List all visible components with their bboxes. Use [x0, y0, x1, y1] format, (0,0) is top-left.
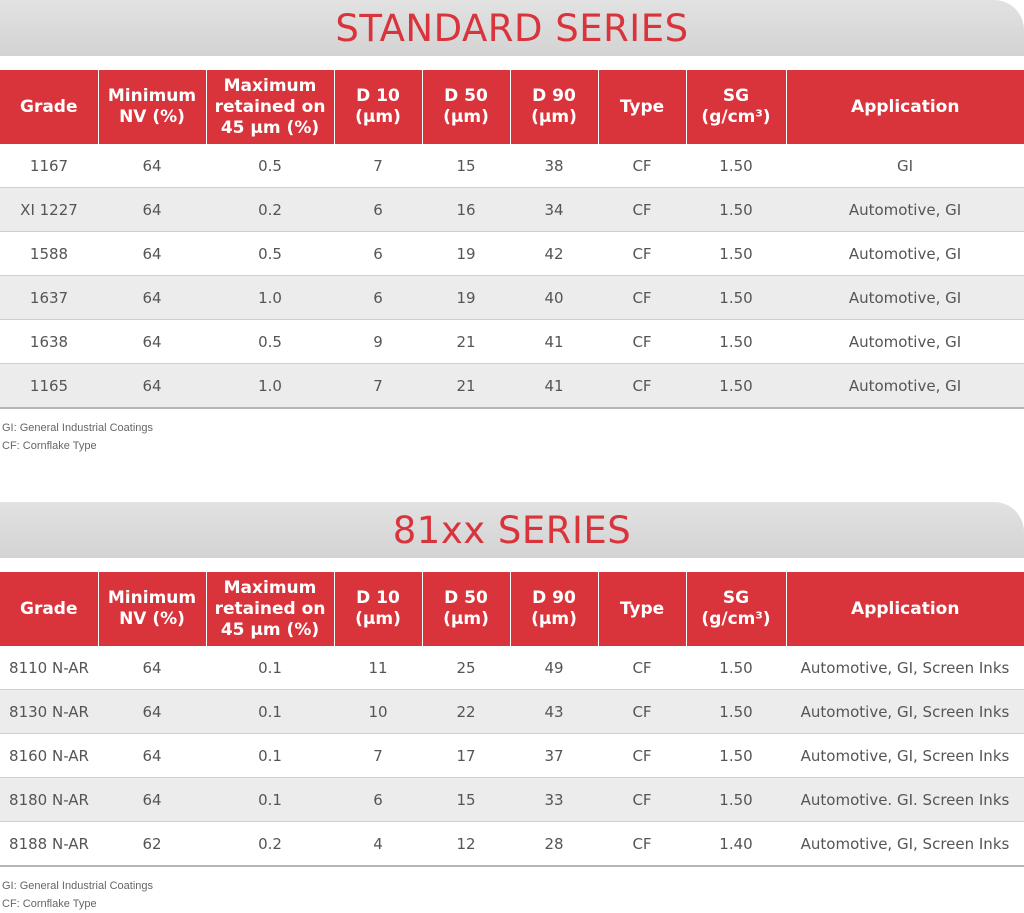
table-cell: CF [598, 822, 686, 867]
table-cell: Automotive, GI [786, 276, 1024, 320]
table-cell: 0.1 [206, 646, 334, 690]
table-cell: 19 [422, 232, 510, 276]
81xx-series-table [0, 572, 1024, 867]
column-header: Maximum retained on 45 µm (%) [206, 70, 334, 144]
table-cell: Automotive. GI. Screen Inks [786, 778, 1024, 822]
table-cell: 43 [510, 690, 598, 734]
table-cell: CF [598, 276, 686, 320]
table-row [0, 364, 1024, 409]
table-cell: 6 [334, 778, 422, 822]
column-header: D 10 (µm) [334, 70, 422, 144]
table-cell: 8180 N-AR [0, 778, 98, 822]
column-header: Minimum NV (%) [98, 572, 206, 646]
table-cell: 19 [422, 276, 510, 320]
table-cell: 0.2 [206, 822, 334, 867]
table-cell: 8160 N-AR [0, 734, 98, 778]
table-cell: Automotive, GI, Screen Inks [786, 646, 1024, 690]
table-cell: 33 [510, 778, 598, 822]
table-cell: 1.40 [686, 822, 786, 867]
table-row [0, 320, 1024, 364]
table-row [0, 144, 1024, 188]
table-cell: 0.1 [206, 690, 334, 734]
footnotes [0, 877, 1024, 913]
standard-series-section [0, 0, 1024, 455]
column-header: D 90 (µm) [510, 572, 598, 646]
table-cell: 7 [334, 364, 422, 409]
table-cell: 64 [98, 734, 206, 778]
table-cell: 1167 [0, 144, 98, 188]
column-header: D 50 (µm) [422, 70, 510, 144]
table-wrapper [0, 572, 1024, 867]
column-header: Type [598, 70, 686, 144]
table-cell: 6 [334, 188, 422, 232]
table-row [0, 734, 1024, 778]
table-cell: CF [598, 778, 686, 822]
column-header: D 90 (µm) [510, 70, 598, 144]
table-row [0, 276, 1024, 320]
column-header: D 10 (µm) [334, 572, 422, 646]
table-row [0, 232, 1024, 276]
table-cell: 28 [510, 822, 598, 867]
column-header: Type [598, 572, 686, 646]
table-cell: 0.2 [206, 188, 334, 232]
table-cell: 64 [98, 778, 206, 822]
table-cell: 1.50 [686, 276, 786, 320]
section-title: STANDARD SERIES [335, 6, 689, 50]
table-cell: 1.50 [686, 320, 786, 364]
81xx-series-section [0, 502, 1024, 913]
table-cell: Automotive, GI, Screen Inks [786, 822, 1024, 867]
column-header: Maximum retained on 45 µm (%) [206, 572, 334, 646]
table-cell: 7 [334, 144, 422, 188]
table-cell: 17 [422, 734, 510, 778]
table-wrapper [0, 70, 1024, 409]
table-cell: 8188 N-AR [0, 822, 98, 867]
table-cell: 6 [334, 276, 422, 320]
table-cell: 38 [510, 144, 598, 188]
table-cell: 8110 N-AR [0, 646, 98, 690]
table-cell: 64 [98, 646, 206, 690]
column-header: Application [786, 572, 1024, 646]
footnote-cf: CF: Cornflake Type [2, 898, 97, 910]
table-cell: 1.0 [206, 364, 334, 409]
column-header: Grade [0, 70, 98, 144]
table-cell: 0.5 [206, 320, 334, 364]
footnotes [0, 419, 1024, 455]
table-cell: 4 [334, 822, 422, 867]
table-cell: 64 [98, 364, 206, 409]
table-cell: Automotive, GI [786, 232, 1024, 276]
column-header: D 50 (µm) [422, 572, 510, 646]
table-cell: Automotive, GI [786, 188, 1024, 232]
table-cell: 64 [98, 188, 206, 232]
table-cell: 62 [98, 822, 206, 867]
table-cell: 49 [510, 646, 598, 690]
table-cell: 1637 [0, 276, 98, 320]
table-cell: 64 [98, 144, 206, 188]
table-cell: 9 [334, 320, 422, 364]
table-cell: CF [598, 364, 686, 409]
table-cell: 22 [422, 690, 510, 734]
table-cell: CF [598, 690, 686, 734]
table-cell: 7 [334, 734, 422, 778]
table-cell: XI 1227 [0, 188, 98, 232]
table-cell: 34 [510, 188, 598, 232]
column-header: Application [786, 70, 1024, 144]
table-cell: 1165 [0, 364, 98, 409]
table-cell: CF [598, 646, 686, 690]
table-cell: GI [786, 144, 1024, 188]
table-cell: 1.50 [686, 734, 786, 778]
table-cell: 11 [334, 646, 422, 690]
table-cell: Automotive, GI [786, 320, 1024, 364]
footnote-cf: CF: Cornflake Type [2, 440, 97, 452]
table-cell: 25 [422, 646, 510, 690]
table-row [0, 188, 1024, 232]
table-cell: 15 [422, 144, 510, 188]
table-cell: 1.50 [686, 778, 786, 822]
table-cell: 64 [98, 320, 206, 364]
table-cell: 42 [510, 232, 598, 276]
table-cell: CF [598, 188, 686, 232]
table-row [0, 646, 1024, 690]
table-cell: 1638 [0, 320, 98, 364]
header-row [0, 70, 1024, 144]
table-cell: 10 [334, 690, 422, 734]
table-cell: 0.5 [206, 232, 334, 276]
table-cell: 15 [422, 778, 510, 822]
column-header: Minimum NV (%) [98, 70, 206, 144]
table-cell: Automotive, GI, Screen Inks [786, 690, 1024, 734]
table-cell: 1.50 [686, 232, 786, 276]
table-row [0, 690, 1024, 734]
table-cell: 21 [422, 364, 510, 409]
table-cell: 1.50 [686, 690, 786, 734]
table-cell: CF [598, 320, 686, 364]
footnote-gi: GI: General Industrial Coatings [2, 422, 154, 434]
table-cell: 0.1 [206, 734, 334, 778]
table-cell: 8130 N-AR [0, 690, 98, 734]
table-cell: 37 [510, 734, 598, 778]
table-cell: 12 [422, 822, 510, 867]
table-row [0, 822, 1024, 867]
column-header: SG (g/cm³) [686, 572, 786, 646]
table-cell: 64 [98, 690, 206, 734]
table-cell: 40 [510, 276, 598, 320]
table-cell: 64 [98, 232, 206, 276]
header-row [0, 572, 1024, 646]
table-cell: CF [598, 232, 686, 276]
table-cell: 1.50 [686, 188, 786, 232]
table-cell: 41 [510, 364, 598, 409]
column-header: SG (g/cm³) [686, 70, 786, 144]
table-cell: 16 [422, 188, 510, 232]
table-cell: 1.50 [686, 144, 786, 188]
section-banner [0, 502, 1024, 558]
table-cell: CF [598, 144, 686, 188]
table-cell: 1.50 [686, 364, 786, 409]
table-cell: 1588 [0, 232, 98, 276]
table-cell: 6 [334, 232, 422, 276]
footnote-gi: GI: General Industrial Coatings [2, 880, 154, 892]
table-cell: 0.5 [206, 144, 334, 188]
column-header: Grade [0, 572, 98, 646]
table-row [0, 778, 1024, 822]
table-cell: 41 [510, 320, 598, 364]
standard-series-table [0, 70, 1024, 409]
table-cell: CF [598, 734, 686, 778]
table-body [0, 144, 1024, 408]
table-cell: Automotive, GI, Screen Inks [786, 734, 1024, 778]
table-cell: Automotive, GI [786, 364, 1024, 409]
table-cell: 64 [98, 276, 206, 320]
table-cell: 0.1 [206, 778, 334, 822]
table-cell: 1.50 [686, 646, 786, 690]
section-banner [0, 0, 1024, 56]
table-body [0, 646, 1024, 866]
table-cell: 1.0 [206, 276, 334, 320]
table-cell: 21 [422, 320, 510, 364]
section-title: 81xx SERIES [392, 508, 632, 552]
